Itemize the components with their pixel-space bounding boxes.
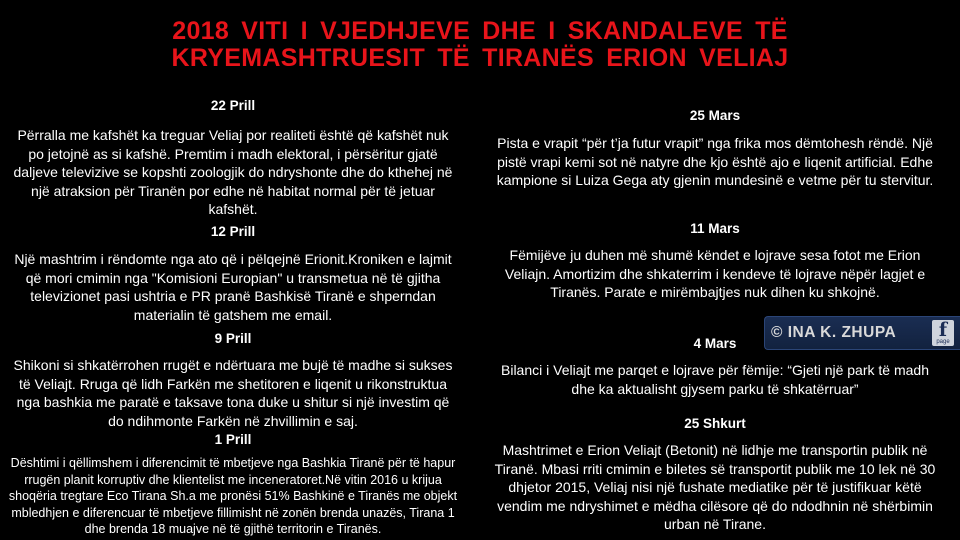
facebook-page-icon bbox=[932, 320, 954, 346]
author-watermark bbox=[764, 316, 960, 350]
entry-text: Mashtrimet e Erion Veliajt (Betonit) në lidhje me transportin publik në Tiranë. Mbasi rriti cmimin e biletes së transportit publik me 10 lek në 30 dhjetor 2015, Veliaj nisi një fushate mediatike për të justifikuar këtë vendim me ndryshimet e mëdha cilësore që do ndodhnin në shërbimin urban në Tirane. bbox=[494, 442, 936, 532]
watermark-text: © INA K. ZHUPA bbox=[771, 324, 897, 341]
entry-date: 1 Prill bbox=[214, 432, 252, 447]
title-line-2: KRYEMASHTRUESIT TË TIRANËS ERION VELIAJ bbox=[171, 44, 789, 72]
entry-text: Një mashtrim i rëndomte nga ato që i pëlqejnë Erionit.Kroniken e lajmit që mori cmimin nga "Komisioni Europian" u transmetua në të gjitha televizionet pasi ushtria e PR pranë Bashkisë Tiranë e shperndan materialin të gatshem me email. bbox=[14, 251, 452, 323]
facebook-f-letter: f bbox=[938, 319, 948, 341]
entry-text: Përralla me kafshët ka treguar Veliaj por realiteti është që kafshët nuk po jetojnë as si kafshë. Premtim i madh elektoral, i përsëritur gjatë daljeve televizive se kopshti zoologjik do ndryshonte dhe do kthehej në një atraksion për Tiranën por edhe në habitat normal për të jetuar kafshët. bbox=[13, 127, 453, 217]
entry-text: Bilanci i Veliajt me parqet e lojrave për fëmije: “Gjeti një park të madh dhe ka aktualisht gjysem parku të shkatërruar” bbox=[501, 362, 929, 397]
entry-date: 25 Shkurt bbox=[684, 416, 746, 431]
entry-date: 22 Prill bbox=[210, 98, 256, 113]
entry-text: Dështimi i qëllimshem i diferencimit të mbetjeve nga Bashkia Tiranë për të hapur rrugën planit korruptiv dhe klientelist me inceneratoret.Në vitin 2016 u krijua shoqëria tregtare Eco Tirana Sh.a me pronësi 51% Bashkinë e Tiranës me objekt mbledhjen e diferencuar të mbetjeve fillimisht në zonën brenda unazës, Tirana 1 dhe brenda 18 muajve në të gjithë territorin e Tiranës. bbox=[8, 456, 458, 536]
entry-date: 9 Prill bbox=[214, 331, 252, 346]
facebook-page-caption: page bbox=[936, 339, 950, 345]
entry-text: Shikoni si shkatërrohen rrugët e ndërtuara me bujë të madhe si sukses të Veliajt. Rruga që lidh Farkën me shetitoren e liqenit u rikonstruktua nga bashkia me paratë e taksave tona duke u shitur si një investim që do ndihmonte Farkën në zhvillimin e saj. bbox=[13, 357, 453, 429]
entry-date: 12 Prill bbox=[210, 224, 256, 239]
entry-date: 4 Mars bbox=[693, 336, 737, 351]
entry-date: 11 Mars bbox=[690, 221, 740, 236]
entry-date: 25 Mars bbox=[689, 108, 741, 123]
title-line-1: 2018 VITI I VJEDHJEVE DHE I SKANDALEVE TË bbox=[172, 17, 788, 45]
poster-title bbox=[0, 18, 960, 72]
entry-text: Fëmijëve ju duhen më shumë këndet e lojrave sesa fotot me Erion Veliajn. Amortizim dhe shkaterrim i kendeve të lojrave nëpër lagjet e Tiranës. Parate e mirëmbajtjes nuk dihen ku shkojnë. bbox=[504, 247, 926, 300]
entry-text: Pista e vrapit “për t’ja futur vrapit” nga frika mos dëmtohesh rëndë. Një pistë vrapi kemi sot në natyre dhe kjo është ajo e liqenit artificial. Edhe kampione si Luiza Gega aty gjenin mundesinë e vetme për tu stervitur. bbox=[496, 135, 934, 188]
